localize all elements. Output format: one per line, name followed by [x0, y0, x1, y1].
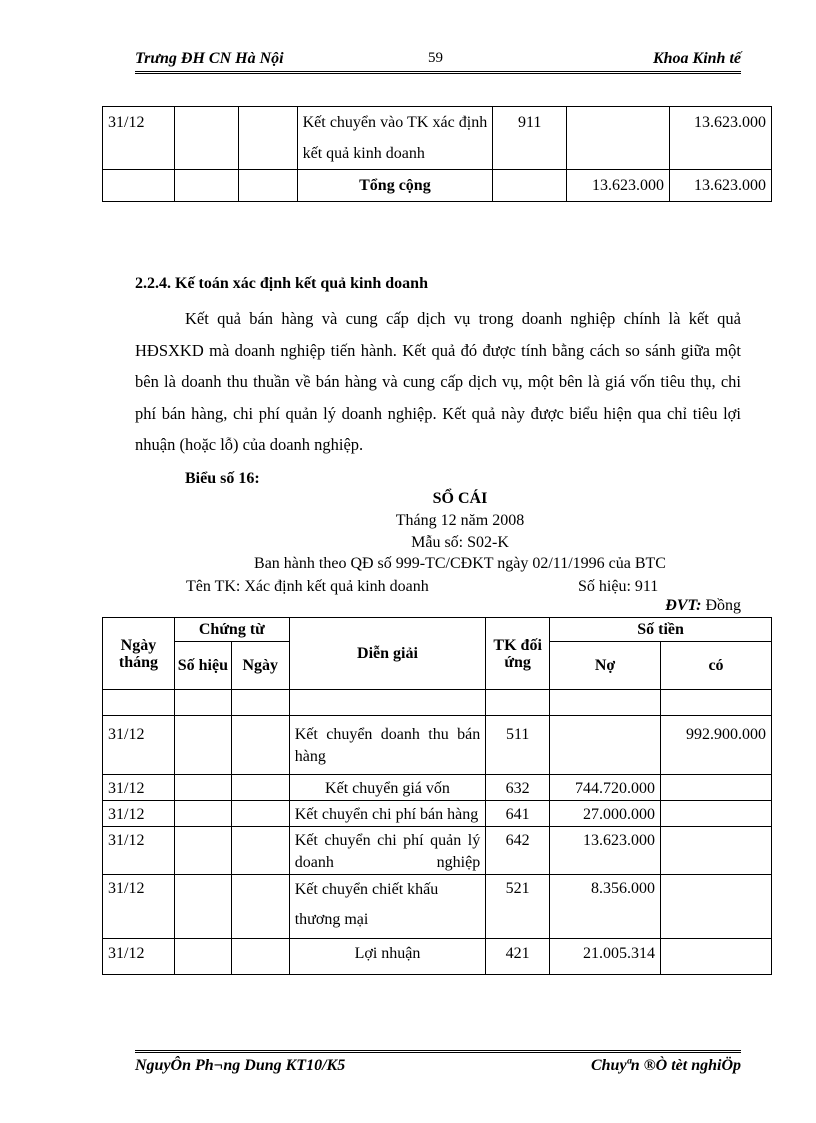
date-cell: 31/12	[103, 939, 175, 975]
table-row	[103, 775, 772, 801]
no-cell	[550, 716, 661, 775]
so-hieu-cell	[174, 107, 238, 170]
dien-giai-cell: Kết chuyển giá vốn	[289, 775, 485, 801]
footer-rule	[135, 1050, 741, 1053]
tk-cell: 521	[486, 875, 550, 939]
no-cell	[567, 107, 670, 170]
author-name: NguyÔn Ph¬ng Dung KT10/K5	[135, 1057, 346, 1074]
date-cell: 31/12	[103, 775, 175, 801]
header-chung-tu: Chứng từ	[174, 618, 289, 642]
section-paragraph	[135, 303, 741, 461]
currency-unit	[665, 597, 741, 615]
dien-giai-cell: Kết chuyển chi phí bán hàng	[289, 801, 485, 827]
faculty-name: Khoa Kinh tế	[652, 50, 741, 67]
no-cell: 8.356.000	[550, 875, 661, 939]
ledger-decree: Ban hành theo QĐ số 999-TC/CĐKT ngày 02/11/1996 của BTC	[254, 555, 666, 572]
total-label: Tổng cộng	[297, 170, 493, 202]
date-cell: 31/12	[103, 107, 175, 170]
ledger-title: SỔ CÁI	[432, 490, 488, 507]
ledger-month: Tháng 12 năm 2008	[395, 512, 525, 529]
header-no: Nợ	[550, 642, 661, 690]
no-cell: 21.005.314	[550, 939, 661, 975]
bieu-so-label: Biểu số 16:	[185, 470, 260, 487]
date-cell: 31/12	[103, 827, 175, 875]
no-cell: 744.720.000	[550, 775, 661, 801]
co-cell	[661, 939, 772, 975]
co-cell	[661, 827, 772, 875]
no-cell: 27.000.000	[550, 801, 661, 827]
tk-cell: 632	[486, 775, 550, 801]
header-ngay: Ngày	[231, 642, 289, 690]
tk-cell	[493, 170, 567, 202]
account-name: Tên TK: Xác định kết quả kinh doanh	[186, 578, 429, 595]
no-cell: 13.623.000	[550, 827, 661, 875]
date-cell: 31/12	[103, 801, 175, 827]
date-cell	[103, 170, 175, 202]
school-name: Trưng ĐH CN Hà Nội	[135, 50, 284, 67]
unit-value: Đồng	[705, 597, 741, 614]
table-row	[103, 801, 772, 827]
tk-cell: 911	[493, 107, 567, 170]
empty-row	[103, 690, 772, 716]
dien-giai-cell: Kết chuyển doanh thu bán hàng	[289, 716, 485, 775]
account-number: Số hiệu: 911	[578, 578, 659, 595]
date-cell: 31/12	[103, 716, 175, 775]
co-cell: 13.623.000	[670, 107, 772, 170]
table-row	[103, 716, 772, 775]
header-co: có	[661, 642, 772, 690]
tk-cell: 421	[486, 939, 550, 975]
so-cai-table	[102, 617, 772, 975]
ledger-form: Mẫu số: S02-K	[411, 534, 509, 551]
dien-giai-cell: Lợi nhuận	[289, 939, 485, 975]
header-tk-doi-ung: TK đối ứng	[486, 618, 550, 690]
co-cell	[661, 801, 772, 827]
page-footer	[135, 1057, 741, 1075]
dien-giai-cell: Kết chuyển chiết khấu thương mại	[289, 875, 485, 939]
so-hieu-cell	[174, 170, 238, 202]
total-co: 13.623.000	[670, 170, 772, 202]
page-number: 59	[428, 50, 443, 66]
table-row	[103, 107, 772, 170]
table-row	[103, 875, 772, 939]
header-so-hieu: Số hiệu	[174, 642, 231, 690]
header-row	[103, 618, 772, 642]
co-cell	[661, 775, 772, 801]
header-ngay-thang: Ngày tháng	[103, 618, 175, 690]
co-cell	[661, 875, 772, 939]
tk-cell: 642	[486, 827, 550, 875]
table-row	[103, 939, 772, 975]
table-row	[103, 170, 772, 202]
dien-giai-cell: Kết chuyển vào TK xác định kết quả kinh doanh	[297, 107, 493, 170]
table-row	[103, 827, 772, 875]
total-no: 13.623.000	[567, 170, 670, 202]
date-cell: 31/12	[103, 875, 175, 939]
header-dien-giai: Diễn giải	[289, 618, 485, 690]
section-title: 2.2.4. Kế toán xác định kết quả kinh doanh	[135, 275, 428, 292]
tk-cell: 511	[486, 716, 550, 775]
dien-giai-cell: Kết chuyển chi phí quản lý doanh nghiệp	[289, 827, 485, 875]
header-rule	[135, 71, 741, 74]
paragraph-text: Kết quả bán hàng và cung cấp dịch vụ trong doanh nghiệp chính là kết quả HĐSXKD mà doanh nghiệp tiến hành. Kết quả đó được tính bằng cách so sánh giữa một bên là doanh thu thuần về bán hàng và cung cấp dịch vụ, một bên là giá vốn tiêu thụ, chi phí bán hàng, chi phí quản lý doanh nghiệp. Kết quả này được biểu hiện qua chỉ tiêu lợi nhuận (hoặc lỗ) của doanh nghiệp.	[135, 309, 741, 454]
continued-ledger-table	[102, 106, 772, 202]
ngay-cell	[238, 170, 297, 202]
header-so-tien: Số tiền	[550, 618, 772, 642]
thesis-title: Chuyªn ®Ò tèt nghiÖp	[590, 1057, 741, 1074]
page-header	[135, 50, 741, 72]
unit-label: ĐVT:	[665, 597, 702, 614]
ngay-cell	[238, 107, 297, 170]
co-cell: 992.900.000	[661, 716, 772, 775]
tk-cell: 641	[486, 801, 550, 827]
